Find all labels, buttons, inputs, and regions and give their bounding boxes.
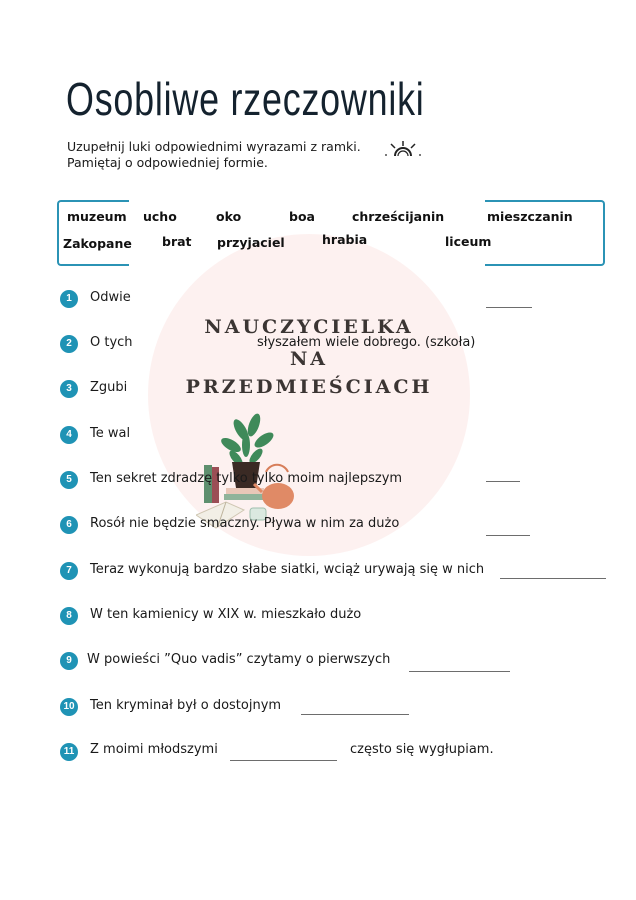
- watermark-line-3: PRZEDMIEŚCIACH: [185, 376, 433, 398]
- exercise-number-badge: 6: [60, 516, 78, 534]
- word-bank-item: chrześcijanin: [352, 209, 445, 224]
- word-bank-item: brat: [162, 234, 192, 249]
- exercise-number-badge: 8: [60, 607, 78, 625]
- watermark-line-1: NAUCZYCIELKA: [204, 316, 414, 338]
- exercise-number-badge: 10: [60, 698, 78, 716]
- word-bank-item: mieszczanin: [487, 209, 573, 224]
- exercise-number-badge: 7: [60, 562, 78, 580]
- exercise-text-end: słyszałem wiele dobrego. (szkoła): [257, 335, 476, 350]
- exercise-number-badge: 5: [60, 471, 78, 489]
- answer-blank[interactable]: [409, 671, 510, 672]
- answer-blank[interactable]: [486, 535, 530, 536]
- answer-blank[interactable]: [500, 578, 606, 579]
- exercise-number-badge: 4: [60, 426, 78, 444]
- word-bank-box: [57, 200, 605, 264]
- answer-blank[interactable]: [230, 760, 337, 761]
- exercise-number-badge: 3: [60, 380, 78, 398]
- exercise-text: Ten kryminał był o dostojnym: [90, 698, 282, 713]
- word-bank-item: boa: [289, 209, 315, 224]
- instruction-line-1: Uzupełnij luki odpowiednimi wyrazami z ramki.: [67, 139, 361, 154]
- exercise-text: Z moimi młodszymi: [90, 742, 218, 757]
- exercise-text-end: często się wygłupiam.: [350, 742, 494, 757]
- page-title: Osobliwe rzeczowniki: [66, 73, 425, 125]
- exercise-text: O tych: [90, 335, 133, 350]
- exercise-text: Ten sekret zdradzę tylko tylko moim najlepszym: [90, 471, 403, 486]
- exercise-text: W powieści ”Quo vadis” czytamy o pierwszych: [87, 652, 391, 667]
- word-bank-item: oko: [216, 209, 242, 224]
- word-bank-item: liceum: [445, 234, 492, 249]
- exercise-text: Te wal: [90, 426, 131, 441]
- exercise-number-badge: 9: [60, 652, 78, 670]
- answer-blank[interactable]: [486, 307, 532, 308]
- word-bank-item: Zakopane: [63, 236, 132, 251]
- exercise-number-badge: 11: [60, 743, 78, 761]
- sun-icon: [383, 140, 423, 160]
- exercise-text: W ten kamienicy w XIX w. mieszkało dużo: [90, 607, 362, 622]
- word-bank-item: hrabia: [322, 232, 368, 247]
- answer-blank[interactable]: [301, 714, 409, 715]
- exercise-text: Zgubi: [90, 380, 128, 395]
- word-bank-item: przyjaciel: [217, 235, 285, 250]
- word-bank-item: muzeum: [67, 209, 127, 224]
- answer-blank[interactable]: [486, 481, 520, 482]
- exercise-text: Odwie: [90, 290, 131, 305]
- instruction-line-2: Pamiętaj o odpowiedniej formie.: [67, 155, 268, 170]
- exercise-number-badge: 2: [60, 335, 78, 353]
- exercise-text: Rosół nie będzie smaczny. Pływa w nim za dużo: [90, 516, 400, 531]
- instructions: [67, 139, 361, 171]
- watermark-line-2: NA: [289, 348, 329, 370]
- exercise-text: Teraz wykonują bardzo słabe siatki, wciąż urywają się w nich: [90, 562, 485, 577]
- exercise-number-badge: 1: [60, 290, 78, 308]
- word-bank-item: ucho: [143, 209, 177, 224]
